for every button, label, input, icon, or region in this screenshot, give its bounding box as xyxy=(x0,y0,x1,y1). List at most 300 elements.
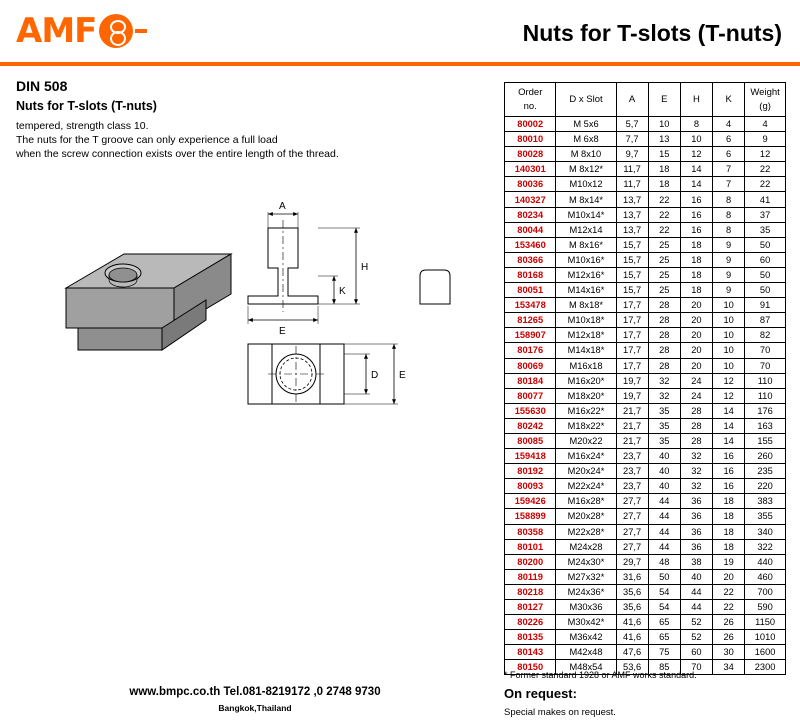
cell-order-no: 140327 xyxy=(505,192,556,207)
cell-value: M 8x14* xyxy=(556,192,616,207)
cell-value: 40 xyxy=(680,569,712,584)
cell-value: 27,7 xyxy=(616,494,648,509)
cell-value: 17,7 xyxy=(616,298,648,313)
cell-value: M20x24* xyxy=(556,464,616,479)
cell-order-no: 80036 xyxy=(505,177,556,192)
cell-value: 14 xyxy=(680,162,712,177)
cell-value: 37 xyxy=(745,207,786,222)
cell-value: 9 xyxy=(713,252,745,267)
cell-value: 53,6 xyxy=(616,660,648,675)
product-subtitle: Nuts for T-slots (T-nuts) xyxy=(16,99,157,113)
cell-value: 18 xyxy=(713,509,745,524)
table-row xyxy=(505,298,786,313)
table-row xyxy=(505,283,786,298)
table-row xyxy=(505,267,786,282)
cell-value: 8 xyxy=(713,207,745,222)
cell-value: 36 xyxy=(680,494,712,509)
cell-value: M20x22 xyxy=(556,433,616,448)
cell-value: 10 xyxy=(713,358,745,373)
table-row xyxy=(505,524,786,539)
cell-value: 700 xyxy=(745,584,786,599)
cell-value: 28 xyxy=(680,433,712,448)
cell-value: 20 xyxy=(680,298,712,313)
cell-value: 47,6 xyxy=(616,645,648,660)
cell-value: 5,7 xyxy=(616,117,648,132)
intro-block xyxy=(16,78,496,162)
cell-value: 355 xyxy=(745,509,786,524)
cell-value: 8 xyxy=(713,222,745,237)
cell-value: M16x28* xyxy=(556,494,616,509)
cell-value: 54 xyxy=(648,584,680,599)
cell-value: M14x16* xyxy=(556,283,616,298)
cell-value: 110 xyxy=(745,388,786,403)
cell-value: 18 xyxy=(713,494,745,509)
page-title: Nuts for T-slots (T-nuts) xyxy=(522,20,782,46)
cell-value: 16 xyxy=(680,222,712,237)
cell-order-no: 158899 xyxy=(505,509,556,524)
cell-value: 460 xyxy=(745,569,786,584)
cell-order-no: 80366 xyxy=(505,252,556,267)
table-row xyxy=(505,388,786,403)
cell-value: 17,7 xyxy=(616,343,648,358)
table-row xyxy=(505,343,786,358)
specification-table-wrapper xyxy=(504,82,786,675)
table-row xyxy=(505,584,786,599)
logo-bar-icon xyxy=(135,29,147,33)
cell-value: 20 xyxy=(680,343,712,358)
header-weight xyxy=(745,83,786,117)
cell-order-no: 80127 xyxy=(505,600,556,615)
cell-value: 19 xyxy=(713,554,745,569)
cell-value: 13 xyxy=(648,132,680,147)
cell-order-no: 80358 xyxy=(505,524,556,539)
cell-order-no: 80077 xyxy=(505,388,556,403)
cell-value: M22x28* xyxy=(556,524,616,539)
cell-value: 14 xyxy=(713,418,745,433)
cell-value: 6 xyxy=(713,132,745,147)
cell-value: 17,7 xyxy=(616,358,648,373)
cell-value: 54 xyxy=(648,600,680,615)
standard-title: DIN 508 xyxy=(16,78,68,94)
table-row xyxy=(505,313,786,328)
cell-value: 32 xyxy=(680,464,712,479)
cell-value: 60 xyxy=(745,252,786,267)
cell-value: 26 xyxy=(713,630,745,645)
table-row xyxy=(505,615,786,630)
cell-value: 24 xyxy=(680,388,712,403)
cell-value: 27,7 xyxy=(616,539,648,554)
cell-value: 11,7 xyxy=(616,177,648,192)
cell-value: M30x42* xyxy=(556,615,616,630)
cell-order-no: 158907 xyxy=(505,328,556,343)
header-weight-line2: (g) xyxy=(759,100,771,112)
cell-value: 22 xyxy=(648,192,680,207)
cell-value: 155 xyxy=(745,433,786,448)
logo-mark-icon xyxy=(99,14,133,48)
cell-value: 4 xyxy=(713,117,745,132)
label-E-top-view: E xyxy=(279,326,286,337)
cell-value: 41,6 xyxy=(616,630,648,645)
header-order-line2: no. xyxy=(523,100,537,112)
cell-order-no: 80150 xyxy=(505,660,556,675)
cell-value: 12 xyxy=(713,373,745,388)
cell-value: 24 xyxy=(680,373,712,388)
table-row xyxy=(505,252,786,267)
cell-value: M 6x8 xyxy=(556,132,616,147)
table-footnote: * Former standard 1928 or AMF works standard. xyxy=(504,670,697,680)
cell-value: 20 xyxy=(680,358,712,373)
cell-value: M10x18* xyxy=(556,313,616,328)
cell-value: 383 xyxy=(745,494,786,509)
cell-value: 65 xyxy=(648,615,680,630)
cell-value: 1600 xyxy=(745,645,786,660)
table-row xyxy=(505,569,786,584)
cell-value: 25 xyxy=(648,267,680,282)
cell-order-no: 80192 xyxy=(505,464,556,479)
cell-value: 20 xyxy=(713,569,745,584)
cell-value: 28 xyxy=(648,298,680,313)
label-H: H xyxy=(361,262,369,273)
cell-value: 91 xyxy=(745,298,786,313)
table-row xyxy=(505,192,786,207)
cell-value: 50 xyxy=(745,267,786,282)
cell-value: M18x20* xyxy=(556,388,616,403)
cell-value: 36 xyxy=(680,509,712,524)
cell-value: 16 xyxy=(713,464,745,479)
cell-value: M12x16* xyxy=(556,267,616,282)
cell-order-no: 80184 xyxy=(505,373,556,388)
cell-value: 70 xyxy=(745,358,786,373)
cell-value: 9,7 xyxy=(616,147,648,162)
cell-value: M10x14* xyxy=(556,207,616,222)
cell-value: 15 xyxy=(648,147,680,162)
amf-logo xyxy=(16,11,147,51)
cell-value: M 5x6 xyxy=(556,117,616,132)
cell-value: 38 xyxy=(680,554,712,569)
table-row xyxy=(505,539,786,554)
cell-value: 322 xyxy=(745,539,786,554)
table-body xyxy=(505,117,786,675)
table-row xyxy=(505,403,786,418)
on-request-text: Special makes on request. xyxy=(504,707,616,718)
page-header xyxy=(0,0,800,66)
cell-value: 52 xyxy=(680,615,712,630)
cell-value: M16x20* xyxy=(556,373,616,388)
isometric-view xyxy=(66,254,231,350)
cell-value: 11,7 xyxy=(616,162,648,177)
cell-value: 110 xyxy=(745,373,786,388)
cell-value: 70 xyxy=(745,343,786,358)
cell-value: 176 xyxy=(745,403,786,418)
cell-value: 82 xyxy=(745,328,786,343)
cell-value: 28 xyxy=(648,328,680,343)
cell-value: 18 xyxy=(648,162,680,177)
cell-value: 13,7 xyxy=(616,192,648,207)
cell-value: 26 xyxy=(713,615,745,630)
cell-value: M14x18* xyxy=(556,343,616,358)
cell-value: 22 xyxy=(648,207,680,222)
cell-value: 20 xyxy=(680,328,712,343)
cell-value: 22 xyxy=(745,162,786,177)
cell-order-no: 153460 xyxy=(505,237,556,252)
cell-value: 14 xyxy=(713,403,745,418)
cell-value: 32 xyxy=(648,388,680,403)
cell-value: 8 xyxy=(680,117,712,132)
cell-value: 6 xyxy=(713,147,745,162)
cell-value: 16 xyxy=(713,479,745,494)
cell-value: 163 xyxy=(745,418,786,433)
cell-value: 22 xyxy=(713,600,745,615)
cell-value: 16 xyxy=(713,449,745,464)
cell-order-no: 159418 xyxy=(505,449,556,464)
cell-value: 25 xyxy=(648,237,680,252)
label-K: K xyxy=(339,286,346,297)
cell-order-no: 80226 xyxy=(505,615,556,630)
cell-value: 75 xyxy=(648,645,680,660)
cell-value: 12 xyxy=(745,147,786,162)
plan-view xyxy=(248,344,406,404)
cell-value: 44 xyxy=(648,539,680,554)
cell-value: 35 xyxy=(745,222,786,237)
cell-value: 10 xyxy=(713,313,745,328)
cell-value: 235 xyxy=(745,464,786,479)
table-row xyxy=(505,132,786,147)
table-row xyxy=(505,449,786,464)
cell-value: M16x24* xyxy=(556,449,616,464)
cell-value: 10 xyxy=(648,117,680,132)
cell-value: M 8x16* xyxy=(556,237,616,252)
cell-value: 1150 xyxy=(745,615,786,630)
cell-value: 23,7 xyxy=(616,449,648,464)
table-row xyxy=(505,554,786,569)
cell-value: 52 xyxy=(680,630,712,645)
cell-value: 87 xyxy=(745,313,786,328)
cell-value: 440 xyxy=(745,554,786,569)
table-row xyxy=(505,237,786,252)
cell-order-no: 80093 xyxy=(505,479,556,494)
cell-order-no: 80176 xyxy=(505,343,556,358)
cell-value: M 8x18* xyxy=(556,298,616,313)
description-line-3: when the screw connection exists over the entire length of the thread. xyxy=(16,148,339,161)
description-line-1: tempered, strength class 10. xyxy=(16,120,149,132)
cell-value: 18 xyxy=(648,177,680,192)
cell-order-no: 80242 xyxy=(505,418,556,433)
cell-value: 27,7 xyxy=(616,509,648,524)
cell-value: 32 xyxy=(648,373,680,388)
cell-value: 40 xyxy=(648,464,680,479)
cell-value: 28 xyxy=(680,403,712,418)
cell-value: 44 xyxy=(680,584,712,599)
cell-order-no: 80044 xyxy=(505,222,556,237)
cell-value: 50 xyxy=(745,283,786,298)
cell-value: 220 xyxy=(745,479,786,494)
table-row xyxy=(505,207,786,222)
table-row xyxy=(505,162,786,177)
cell-value: 9 xyxy=(713,237,745,252)
cell-order-no: 80135 xyxy=(505,630,556,645)
footer-contact: www.bmpc.co.th Tel.081-8219172 ,0 2748 9730 xyxy=(129,686,381,698)
cell-value: M22x24* xyxy=(556,479,616,494)
header-order-line1: Order xyxy=(518,86,543,98)
cell-order-no: 80069 xyxy=(505,358,556,373)
cell-value: M24x28 xyxy=(556,539,616,554)
table-row xyxy=(505,464,786,479)
cell-value: 85 xyxy=(648,660,680,675)
cell-value: 10 xyxy=(680,132,712,147)
cell-value: 25 xyxy=(648,252,680,267)
table-header-row xyxy=(505,83,786,117)
cell-value: 27,7 xyxy=(616,524,648,539)
cell-value: 35,6 xyxy=(616,600,648,615)
cell-value: M 8x10 xyxy=(556,147,616,162)
cell-value: 25 xyxy=(648,283,680,298)
header-dxslot: D x Slot xyxy=(556,83,616,117)
page-footer xyxy=(40,686,470,713)
cell-value: 19,7 xyxy=(616,388,648,403)
cell-value: 18 xyxy=(680,237,712,252)
cell-value: M12x18* xyxy=(556,328,616,343)
cell-value: M24x36* xyxy=(556,584,616,599)
table-row xyxy=(505,494,786,509)
label-D: D xyxy=(371,370,379,381)
cell-value: 22 xyxy=(713,584,745,599)
cell-value: 32 xyxy=(680,479,712,494)
cell-value: 50 xyxy=(745,237,786,252)
cell-value: 16 xyxy=(680,192,712,207)
cell-value: 10 xyxy=(713,343,745,358)
cell-value: M48x54 xyxy=(556,660,616,675)
technical-drawing xyxy=(16,168,496,418)
cell-order-no: 80119 xyxy=(505,569,556,584)
cell-value: 48 xyxy=(648,554,680,569)
cell-value: 260 xyxy=(745,449,786,464)
header-a: A xyxy=(616,83,648,117)
cell-value: 15,7 xyxy=(616,283,648,298)
specification-table xyxy=(504,82,786,675)
cell-value: 13,7 xyxy=(616,207,648,222)
table-row xyxy=(505,509,786,524)
cell-value: 590 xyxy=(745,600,786,615)
table-row xyxy=(505,600,786,615)
cell-value: 28 xyxy=(648,343,680,358)
cell-value: 44 xyxy=(648,509,680,524)
cell-value: 18 xyxy=(713,539,745,554)
cell-value: 13,7 xyxy=(616,222,648,237)
cell-value: M10x16* xyxy=(556,252,616,267)
cell-value: 15,7 xyxy=(616,267,648,282)
cell-value: 17,7 xyxy=(616,328,648,343)
header-weight-line1: Weight xyxy=(750,86,780,98)
cell-value: 20 xyxy=(680,313,712,328)
cell-value: 9 xyxy=(745,132,786,147)
cell-value: M30x36 xyxy=(556,600,616,615)
header-h: H xyxy=(680,83,712,117)
cell-value: 35 xyxy=(648,418,680,433)
cell-order-no: 80101 xyxy=(505,539,556,554)
cell-value: 60 xyxy=(680,645,712,660)
logo-text: AMF xyxy=(16,11,97,51)
cell-value: 23,7 xyxy=(616,479,648,494)
table-row xyxy=(505,117,786,132)
cell-value: 28 xyxy=(680,418,712,433)
cell-value: 21,7 xyxy=(616,418,648,433)
cell-value: 31,6 xyxy=(616,569,648,584)
cell-value: 7 xyxy=(713,162,745,177)
cell-value: 2300 xyxy=(745,660,786,675)
table-row xyxy=(505,418,786,433)
cell-order-no: 80168 xyxy=(505,267,556,282)
cell-value: M 8x12* xyxy=(556,162,616,177)
cell-value: 16 xyxy=(680,207,712,222)
cell-order-no: 80218 xyxy=(505,584,556,599)
cell-order-no: 80002 xyxy=(505,117,556,132)
cell-value: 44 xyxy=(648,524,680,539)
cell-value: 36 xyxy=(680,539,712,554)
cell-value: 15,7 xyxy=(616,237,648,252)
cell-value: M24x30* xyxy=(556,554,616,569)
cell-value: M10x12 xyxy=(556,177,616,192)
cell-value: 9 xyxy=(713,267,745,282)
cell-value: 44 xyxy=(680,600,712,615)
table-row xyxy=(505,479,786,494)
header-e: E xyxy=(648,83,680,117)
cell-value: 36 xyxy=(680,524,712,539)
cell-value: 12 xyxy=(713,388,745,403)
cell-value: 17,7 xyxy=(616,313,648,328)
footer-location: Bangkok,Thailand xyxy=(218,703,292,713)
cell-value: 41 xyxy=(745,192,786,207)
cell-value: 35 xyxy=(648,403,680,418)
cell-value: 65 xyxy=(648,630,680,645)
cell-value: 28 xyxy=(648,358,680,373)
cell-order-no: 153478 xyxy=(505,298,556,313)
cell-value: 10 xyxy=(713,298,745,313)
cell-value: 35 xyxy=(648,433,680,448)
cell-value: 34 xyxy=(713,660,745,675)
cell-value: 4 xyxy=(745,117,786,132)
cell-value: 9 xyxy=(713,283,745,298)
cell-value: M12x14 xyxy=(556,222,616,237)
cell-value: 19,7 xyxy=(616,373,648,388)
table-row xyxy=(505,433,786,448)
cell-order-no: 80010 xyxy=(505,132,556,147)
cell-value: 18 xyxy=(680,283,712,298)
cell-value: 14 xyxy=(680,177,712,192)
cell-value: 23,7 xyxy=(616,464,648,479)
cell-value: 40 xyxy=(648,479,680,494)
on-request-title: On request: xyxy=(504,686,577,701)
table-row xyxy=(505,358,786,373)
cell-value: 44 xyxy=(648,494,680,509)
cell-value: 41,6 xyxy=(616,615,648,630)
cell-value: M42x48 xyxy=(556,645,616,660)
cell-value: 22 xyxy=(745,177,786,192)
cell-order-no: 80200 xyxy=(505,554,556,569)
cell-value: 30 xyxy=(713,645,745,660)
cell-order-no: 159426 xyxy=(505,494,556,509)
label-E-plan: E xyxy=(399,370,406,381)
cell-value: 21,7 xyxy=(616,403,648,418)
drawing-svg xyxy=(16,168,496,418)
cell-value: 18 xyxy=(680,267,712,282)
cell-value: 70 xyxy=(680,660,712,675)
cell-value: 50 xyxy=(648,569,680,584)
cell-value: M36x42 xyxy=(556,630,616,645)
cell-value: 29,7 xyxy=(616,554,648,569)
cell-order-no: 80143 xyxy=(505,645,556,660)
cell-value: 15,7 xyxy=(616,252,648,267)
cell-value: 21,7 xyxy=(616,433,648,448)
